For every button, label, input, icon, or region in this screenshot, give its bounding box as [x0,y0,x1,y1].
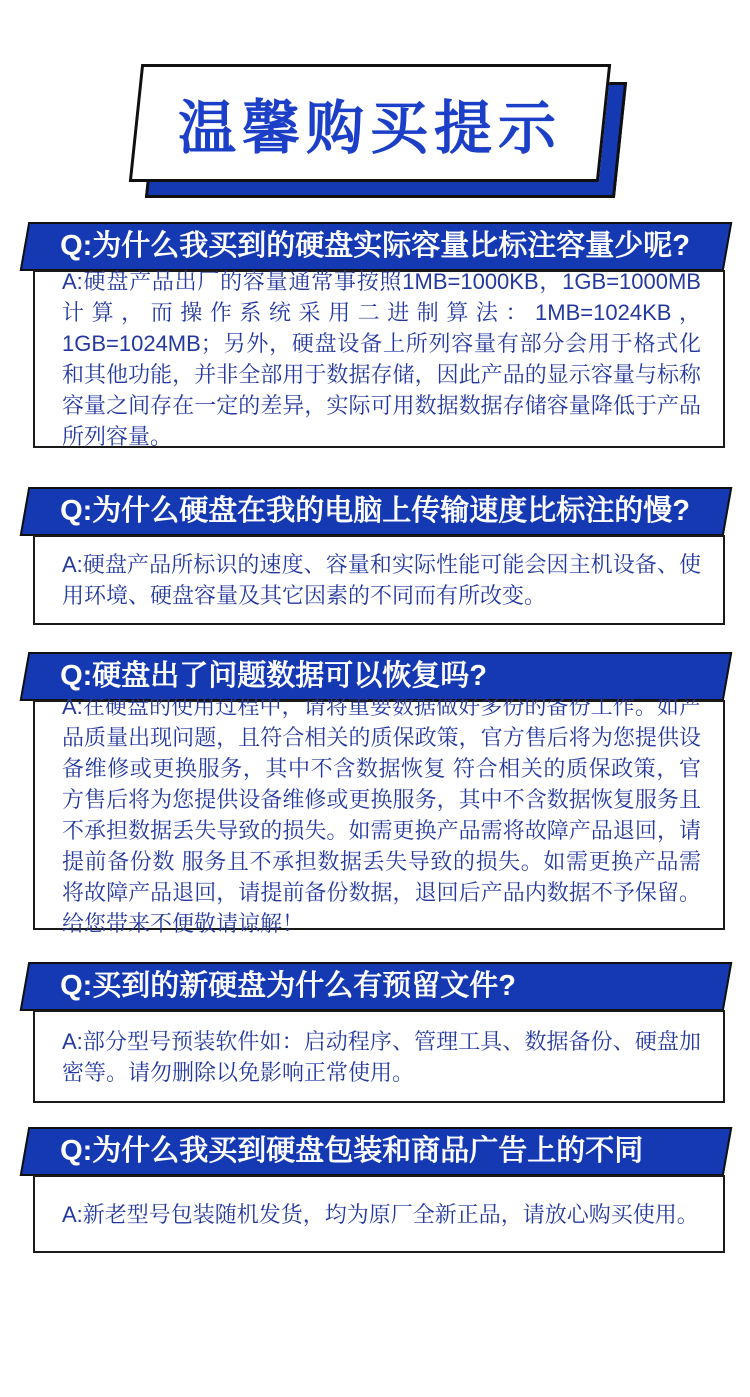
answer-box [33,1010,725,1103]
title-banner [135,64,605,182]
question-text: Q:为什么我买到硬盘包装和商品广告上的不同 [60,1135,644,1167]
answer-text: A:部分型号预装软件如：启动程序、管理工具、数据备份、硬盘加密等。请勿删除以免影响正常使用。 [62,1028,701,1085]
question-bar [20,1127,733,1176]
question-bar [20,222,733,271]
page-title: 温馨购买提示 [177,96,562,161]
answer-box [33,270,725,448]
answer-box [33,1175,725,1253]
question-text: Q:为什么我买到的硬盘实际容量比标注容量少呢? [60,230,691,262]
answer-text: A:硬盘产品出厂的容量通常事按照1MB=1000KB，1GB=1000MB计算，而操作系统采用二进制算法：1MB=1024KB，1GB=1024MB；另外，硬盘设备上所列容量有部分会用于格式化和其他功能，并非全部用于数据存储，因此产品的显示容量与标称容量之间存在一定的差异，实际可用数据数据存储容量降低于产品所列容量。 [62,269,701,449]
question-text: Q:买到的新硬盘为什么有预留文件? [60,970,517,1002]
question-bar [20,487,733,536]
question-text: Q:硬盘出了问题数据可以恢复吗? [60,660,488,692]
answer-box [33,694,725,936]
answer-text: A:新老型号包装随机发货，均为原厂全新正品，请放心购买使用。 [62,1201,699,1227]
answer-text: A:硬盘产品所标识的速度、容量和实际性能可能会因主机设备、使用环境、硬盘容量及其它因素的不同而有所改变。 [62,552,701,608]
answer-text: A:在硬盘的使用过程中，请将重要数据做好多份的备份工作。如产品质量出现问题，且符合相关的质保政策，官方售后将为您提供设备维修或更换服务，其中不含数据恢复 符合相关的质保政策，官方售后将为您提供设备维修或更换服务，其中不含数据恢复服务且不承担数据丢失导致的损失。如需更换产品需将故障产品退回，请提前备份数 服务且不承担数据丢失导致的损失。如需更换产品需将故障产品退回，请提前备份数据，退回后产品内数据不予保留。给您带来不便敬请谅解！ [62,694,701,936]
title-banner-face [129,64,611,182]
answer-box [33,535,725,625]
question-text: Q:为什么硬盘在我的电脑上传输速度比标注的慢? [60,495,691,527]
question-bar [20,962,733,1011]
